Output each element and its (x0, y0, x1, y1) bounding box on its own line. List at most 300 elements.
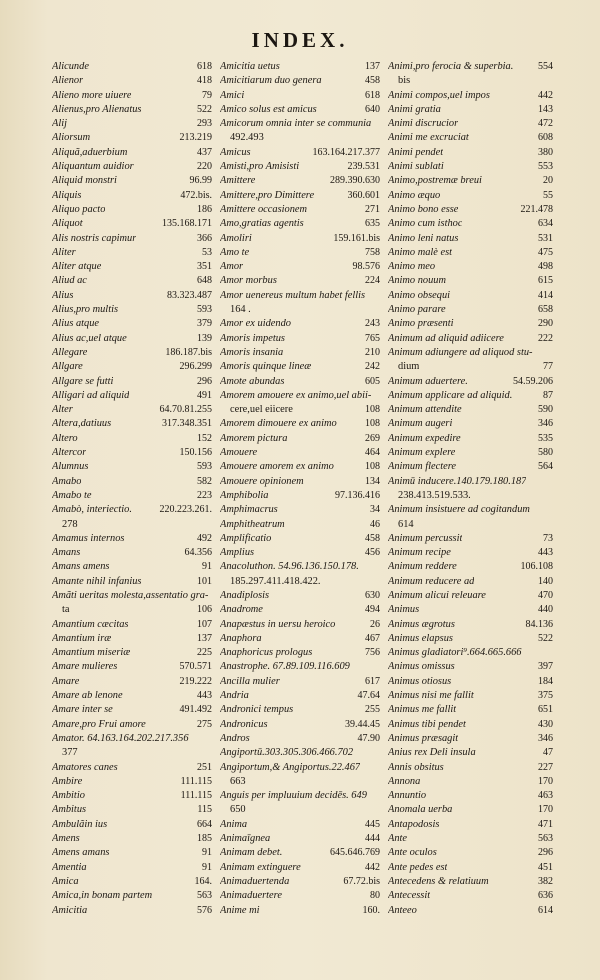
entry-pages: 160. (362, 904, 380, 916)
index-entry (52, 60, 212, 74)
index-entry (220, 260, 380, 274)
index-entry (52, 560, 212, 574)
entry-term: Amens (52, 833, 80, 845)
entry-pages: 164. (194, 875, 212, 887)
entry-term: Amittere,pro Dimittere (220, 189, 315, 201)
entry-term: Animo leni natus (388, 232, 459, 244)
index-entry (52, 189, 212, 203)
index-entry (220, 746, 380, 760)
entry-term: Animum augeri (388, 418, 453, 430)
index-entry (52, 646, 212, 660)
entry-term: Amare (52, 675, 80, 687)
entry-term: Animum alicui releuare (388, 589, 486, 601)
entry-pages: 251 (197, 761, 212, 773)
entry-pages: 617 (365, 675, 380, 687)
entry-pages: 531 (538, 232, 553, 244)
entry-pages: 290 (538, 318, 553, 330)
entry-term: bis (398, 75, 411, 87)
index-entry (388, 475, 553, 489)
entry-term: Anius rex Deli insula (388, 747, 476, 759)
entry-pages: 614 (538, 904, 553, 916)
entry-term: Amor (220, 261, 244, 273)
entry-pages: 445 (365, 818, 380, 830)
index-entry (220, 718, 380, 732)
index-entry (52, 332, 212, 346)
entry-term: Amor ex uidendo (220, 318, 291, 330)
entry-pages: 80 (370, 890, 380, 902)
entry-pages: 491 (197, 389, 212, 401)
index-entry (52, 217, 212, 231)
entry-term: Altero (52, 432, 78, 444)
entry-pages: 134 (365, 475, 380, 487)
index-entry (220, 289, 380, 303)
entry-pages: 34 (370, 504, 380, 516)
index-entry (220, 775, 380, 789)
entry-term: Amote abundas (220, 375, 285, 387)
entry-pages: 522 (197, 103, 212, 115)
entry-term: Animum aduertere. (388, 375, 468, 387)
entry-term: Amplius (220, 547, 255, 559)
index-entry (52, 375, 212, 389)
index-entry (388, 246, 553, 260)
entry-pages: 756 (365, 647, 380, 659)
entry-term: Amouere amorem ex animo (220, 461, 334, 473)
entry-term: Animo nouum (388, 275, 447, 287)
index-entry (52, 460, 212, 474)
entry-term: Andros (220, 732, 250, 744)
index-entry (220, 589, 380, 603)
entry-pages: 296 (538, 847, 553, 859)
index-entry (388, 575, 553, 589)
entry-term: Amor morbus (220, 275, 277, 287)
entry-term: Amantium miseriæ (52, 647, 131, 659)
index-entry (220, 889, 380, 903)
entry-term: Amentia (52, 861, 87, 873)
entry-term: Animus otiosus (388, 675, 452, 687)
entry-pages: 170 (538, 775, 553, 787)
index-entry (388, 789, 553, 803)
entry-pages: 39.44.45 (345, 718, 380, 730)
entry-pages: 458 (365, 75, 380, 87)
index-entry (52, 489, 212, 503)
index-entry (388, 117, 553, 131)
entry-pages: 227 (538, 761, 553, 773)
entry-term: 238.413.519.533. (398, 489, 471, 501)
entry-term: Amabò, interiectio. (52, 504, 132, 516)
entry-term: Aliquo pacto (52, 203, 106, 215)
index-entry (220, 389, 380, 403)
entry-pages: 111.115 (180, 790, 212, 802)
entry-term: cere,uel eiicere (230, 404, 293, 416)
index-entry (52, 589, 212, 603)
entry-pages: 220.223.261. (159, 504, 212, 516)
entry-term: Amica (52, 875, 79, 887)
entry-pages: 223 (197, 489, 212, 501)
entry-term: Amoris quinque lineæ (220, 361, 312, 373)
entry-term: Animi gratia (388, 103, 441, 115)
index-entry (220, 332, 380, 346)
entry-pages: 576 (197, 904, 212, 916)
entry-pages: 222 (538, 332, 553, 344)
entry-term: Amisti,pro Amisisti (220, 161, 300, 173)
entry-pages: 186.187.bis (165, 346, 212, 358)
entry-pages: 451 (538, 861, 553, 873)
entry-pages: 137 (197, 632, 212, 644)
entry-pages: 46 (370, 518, 380, 530)
index-entry (220, 246, 380, 260)
entry-term: Amphibolia (220, 489, 269, 501)
index-entry (220, 532, 380, 546)
index-entry (52, 846, 212, 860)
index-entry (52, 432, 212, 446)
entry-pages: 73 (543, 532, 553, 544)
entry-term: Alicunde (52, 61, 89, 72)
index-entry (52, 575, 212, 589)
entry-pages: 140 (538, 575, 553, 587)
entry-pages: 651 (538, 704, 553, 716)
entry-pages: 563 (538, 833, 553, 845)
entry-pages: 255 (365, 704, 380, 716)
entry-pages: 379 (197, 318, 212, 330)
index-entry (388, 761, 553, 775)
entry-term: Ambire (52, 775, 83, 787)
entry-term: 492.493 (230, 132, 264, 144)
index-entry (52, 703, 212, 717)
index-entry (220, 660, 380, 674)
page-header: INDEX. (251, 28, 349, 52)
entry-pages: 170 (538, 804, 553, 816)
index-entry (52, 146, 212, 160)
entry-term: Aliquot (52, 218, 83, 230)
index-entry (52, 274, 212, 288)
entry-pages: 139 (197, 332, 212, 344)
index-entry (388, 332, 553, 346)
index-entry (220, 732, 380, 746)
entry-term: Animus omissus (388, 661, 455, 673)
entry-term: Animaīgnea (220, 833, 271, 845)
index-entry (388, 832, 553, 846)
index-entry (220, 518, 380, 532)
entry-pages: 346 (538, 732, 553, 744)
entry-term: Animam debet. (220, 847, 283, 859)
index-entry (52, 618, 212, 632)
entry-pages: 20 (543, 175, 553, 187)
entry-pages: 456 (365, 547, 380, 559)
entry-pages: 608 (538, 132, 553, 144)
entry-term: Alij (52, 118, 68, 130)
entry-term: Anadrome (220, 604, 263, 616)
entry-pages: 184 (538, 675, 553, 687)
entry-term: Aliud ac (52, 275, 87, 287)
index-entry (52, 818, 212, 832)
entry-term: Ante pedes est (388, 861, 448, 873)
index-entry (220, 346, 380, 360)
entry-term: Amabo te (52, 489, 92, 501)
index-entry (388, 274, 553, 288)
index-entry (52, 503, 212, 517)
index-entry (388, 103, 553, 117)
entry-term: Alius atque (52, 318, 100, 330)
entry-term: Alter (52, 404, 73, 416)
entry-pages: 564 (538, 461, 553, 473)
entry-pages: 522 (538, 632, 553, 644)
entry-term: Alligari ad aliquid (52, 389, 130, 401)
index-entry (52, 174, 212, 188)
index-entry (220, 146, 380, 160)
entry-pages: 210 (365, 346, 380, 358)
entry-term: Amor uenereus multum habet fellis (220, 289, 366, 301)
index-entry (388, 389, 553, 403)
entry-pages: 242 (365, 361, 380, 373)
entry-term: Aliquantum auidior (52, 161, 134, 173)
index-entry (52, 203, 212, 217)
entry-pages: 380 (538, 146, 553, 158)
entry-pages: 106 (197, 604, 212, 616)
entry-term: Alius ac,uel atque (52, 332, 127, 344)
entry-term: Amans amens (52, 561, 110, 573)
entry-pages: 317.348.351 (162, 418, 212, 430)
index-entry (220, 103, 380, 117)
index-entry (220, 904, 380, 918)
entry-pages: 467 (365, 632, 380, 644)
index-entry (388, 732, 553, 746)
entry-term: Amorem pictura (220, 432, 288, 444)
entry-term: 278 (62, 518, 78, 530)
index-entry (220, 475, 380, 489)
entry-term: Amicitia uetus (220, 61, 280, 72)
entry-pages: 163.164.217.377 (312, 146, 380, 158)
index-entry (220, 417, 380, 431)
index-entry (52, 475, 212, 489)
entry-term: Allgare (52, 361, 83, 373)
entry-pages: 553 (538, 161, 553, 173)
entry-term: Aliter (52, 246, 76, 258)
entry-term: Andronicus (220, 718, 268, 730)
entry-pages: 47 (543, 747, 553, 759)
entry-pages: 54.59.206 (513, 375, 553, 387)
entry-term: Anastrophe. 67.89.109.116.609 (220, 661, 350, 673)
entry-term: Animum explere (388, 447, 456, 459)
entry-term: Anima (220, 818, 248, 830)
index-entry (388, 432, 553, 446)
entry-pages: 79 (202, 89, 212, 101)
entry-pages: 225 (197, 647, 212, 659)
index-entry (52, 803, 212, 817)
entry-term: Allgare se futti (52, 375, 114, 387)
index-entry (388, 160, 553, 174)
entry-pages: 98.576 (352, 261, 380, 273)
entry-pages: 443 (197, 690, 212, 702)
entry-pages: 224 (365, 275, 380, 287)
index-entry (220, 460, 380, 474)
entry-pages: 498 (538, 261, 553, 273)
entry-term: Animum flectere (388, 461, 456, 473)
entry-term: Animū inducere.140.179.180.187 (388, 475, 527, 487)
index-entry (388, 660, 553, 674)
index-entry (388, 60, 553, 74)
entry-term: Amicorum omnia inter se communia (220, 118, 372, 130)
index-entry (52, 389, 212, 403)
index-entry (220, 189, 380, 203)
index-entry (220, 818, 380, 832)
entry-pages: 618 (197, 61, 212, 72)
entry-term: Amicitiarum duo genera (220, 75, 322, 87)
entry-term: Anomala uerba (388, 804, 453, 816)
entry-term: Anacoluthon. 54.96.136.150.178. (220, 561, 359, 573)
index-entry (52, 303, 212, 317)
index-entry (220, 646, 380, 660)
entry-term: Amens amans (52, 847, 110, 859)
index-entry (220, 232, 380, 246)
index-entry (388, 89, 553, 103)
entry-term: Animo bono esse (388, 203, 459, 215)
entry-term: Animum reducere ad (388, 575, 475, 587)
entry-term: Alis nostris capimur (52, 232, 137, 244)
entry-pages: 758 (365, 246, 380, 258)
entry-pages: 472 (538, 118, 553, 130)
entry-pages: 366 (197, 232, 212, 244)
entry-term: Animo parare (388, 304, 446, 316)
entry-term: Antapodosis (388, 818, 440, 830)
index-entry (220, 303, 380, 317)
entry-pages: 77 (543, 361, 553, 373)
entry-pages: 67.72.bis (343, 875, 380, 887)
entry-pages: 213.219 (179, 132, 212, 144)
index-entry (388, 174, 553, 188)
entry-term: Amorem dimouere ex animo (220, 418, 337, 430)
index-entry (52, 861, 212, 875)
index-entry (52, 518, 212, 532)
entry-term: Amator. 64.163.164.202.217.356 (52, 732, 189, 744)
index-entry (220, 89, 380, 103)
entry-term: Alius (52, 289, 74, 301)
entry-term: Animo præsenti (388, 318, 454, 330)
entry-term: Amici (220, 89, 245, 101)
entry-pages: 535 (538, 432, 553, 444)
entry-pages: 185 (197, 833, 212, 845)
entry-term: Animi compos,uel impos (388, 89, 490, 101)
entry-term: Amoris impetus (220, 332, 285, 344)
entry-pages: 593 (197, 304, 212, 316)
entry-term: Amphitheatrum (220, 518, 285, 530)
entry-term: Animum applicare ad aliquid. (388, 389, 513, 401)
entry-term: Amorem amouere ex animo,uel abii- (220, 389, 372, 401)
entry-pages: 111.115 (180, 775, 212, 787)
entry-term: Anguis per impluuium decidēs. 649 (220, 790, 367, 802)
index-entry (388, 217, 553, 231)
index-entry (388, 746, 553, 760)
entry-pages: 143 (538, 103, 553, 115)
index-entry (388, 346, 553, 360)
entry-term: Amante nihil infanius (52, 575, 142, 587)
entry-term: Animus elapsus (388, 632, 453, 644)
index-entry (388, 503, 553, 517)
entry-term: Animi,pro ferocia & superbia. (388, 61, 514, 72)
entry-pages: 491.492 (179, 704, 212, 716)
entry-pages: 634 (538, 218, 553, 230)
index-entry (52, 246, 212, 260)
entry-term: Amantium cæcitas (52, 618, 129, 630)
index-entry (52, 761, 212, 775)
entry-term: Animo malè est (388, 246, 453, 258)
entry-term: Anadiplosis (220, 589, 270, 601)
index-entry (52, 689, 212, 703)
index-entry (52, 417, 212, 431)
entry-term: Ante (388, 833, 408, 845)
entry-term: Aliter atque (52, 261, 102, 273)
entry-pages: 437 (197, 146, 212, 158)
index-entry (220, 217, 380, 231)
index-entry (388, 317, 553, 331)
entry-term: Alumnus (52, 461, 89, 473)
entry-term: Amo,gratias agentis (220, 218, 304, 230)
entry-pages: 64.356 (184, 547, 212, 559)
index-entry (52, 232, 212, 246)
entry-pages: 470 (538, 589, 553, 601)
entry-term: Animum expedire (388, 432, 461, 444)
index-entry (220, 160, 380, 174)
entry-pages: 83.323.487 (167, 289, 212, 301)
index-entry (388, 203, 553, 217)
entry-pages: 414 (538, 289, 553, 301)
entry-term: Animum adiungere ad aliquod stu- (388, 346, 533, 358)
index-entry (388, 489, 553, 503)
entry-pages: 605 (365, 375, 380, 387)
entry-term: Animum attendite (388, 404, 462, 416)
entry-pages: 150.156 (179, 447, 212, 459)
index-entry (220, 875, 380, 889)
entry-pages: 582 (197, 475, 212, 487)
entry-term: Animo obsequi (388, 289, 451, 301)
entry-term: Amare mulieres (52, 661, 118, 673)
index-entry (388, 518, 553, 532)
index-entry (388, 803, 553, 817)
entry-term: Amica,in bonam partem (52, 890, 153, 902)
index-column-3 (388, 60, 553, 918)
entry-pages: 135.168.171 (162, 218, 212, 230)
entry-term: 185.297.411.418.422. (230, 575, 321, 587)
index-entry (52, 131, 212, 145)
index-entry (388, 146, 553, 160)
entry-term: Anteeo (388, 904, 417, 916)
entry-pages: 397 (538, 661, 553, 673)
entry-term: Amico solus est amicus (220, 103, 317, 115)
index-entry (388, 632, 553, 646)
index-entry (52, 403, 212, 417)
index-entry (52, 289, 212, 303)
entry-pages: 618 (365, 89, 380, 101)
entry-pages: 137 (365, 61, 380, 72)
index-entry (52, 603, 212, 617)
index-entry (220, 375, 380, 389)
entry-pages: 563 (197, 890, 212, 902)
entry-pages: 375 (538, 690, 553, 702)
entry-pages: 658 (538, 304, 553, 316)
entry-pages: 47.90 (357, 732, 380, 744)
index-entry (388, 718, 553, 732)
index-entry (52, 89, 212, 103)
entry-term: Aliorsum (52, 132, 91, 144)
entry-pages: 271 (365, 203, 380, 215)
entry-pages: 494 (365, 604, 380, 616)
entry-pages: 418 (197, 75, 212, 87)
entry-term: Animo,postremæ breui (388, 175, 482, 187)
index-entry (52, 718, 212, 732)
entry-pages: 152 (197, 432, 212, 444)
index-entry (52, 103, 212, 117)
entry-pages: 108 (365, 418, 380, 430)
entry-term: Animum ad aliquid adiicere (388, 332, 504, 344)
